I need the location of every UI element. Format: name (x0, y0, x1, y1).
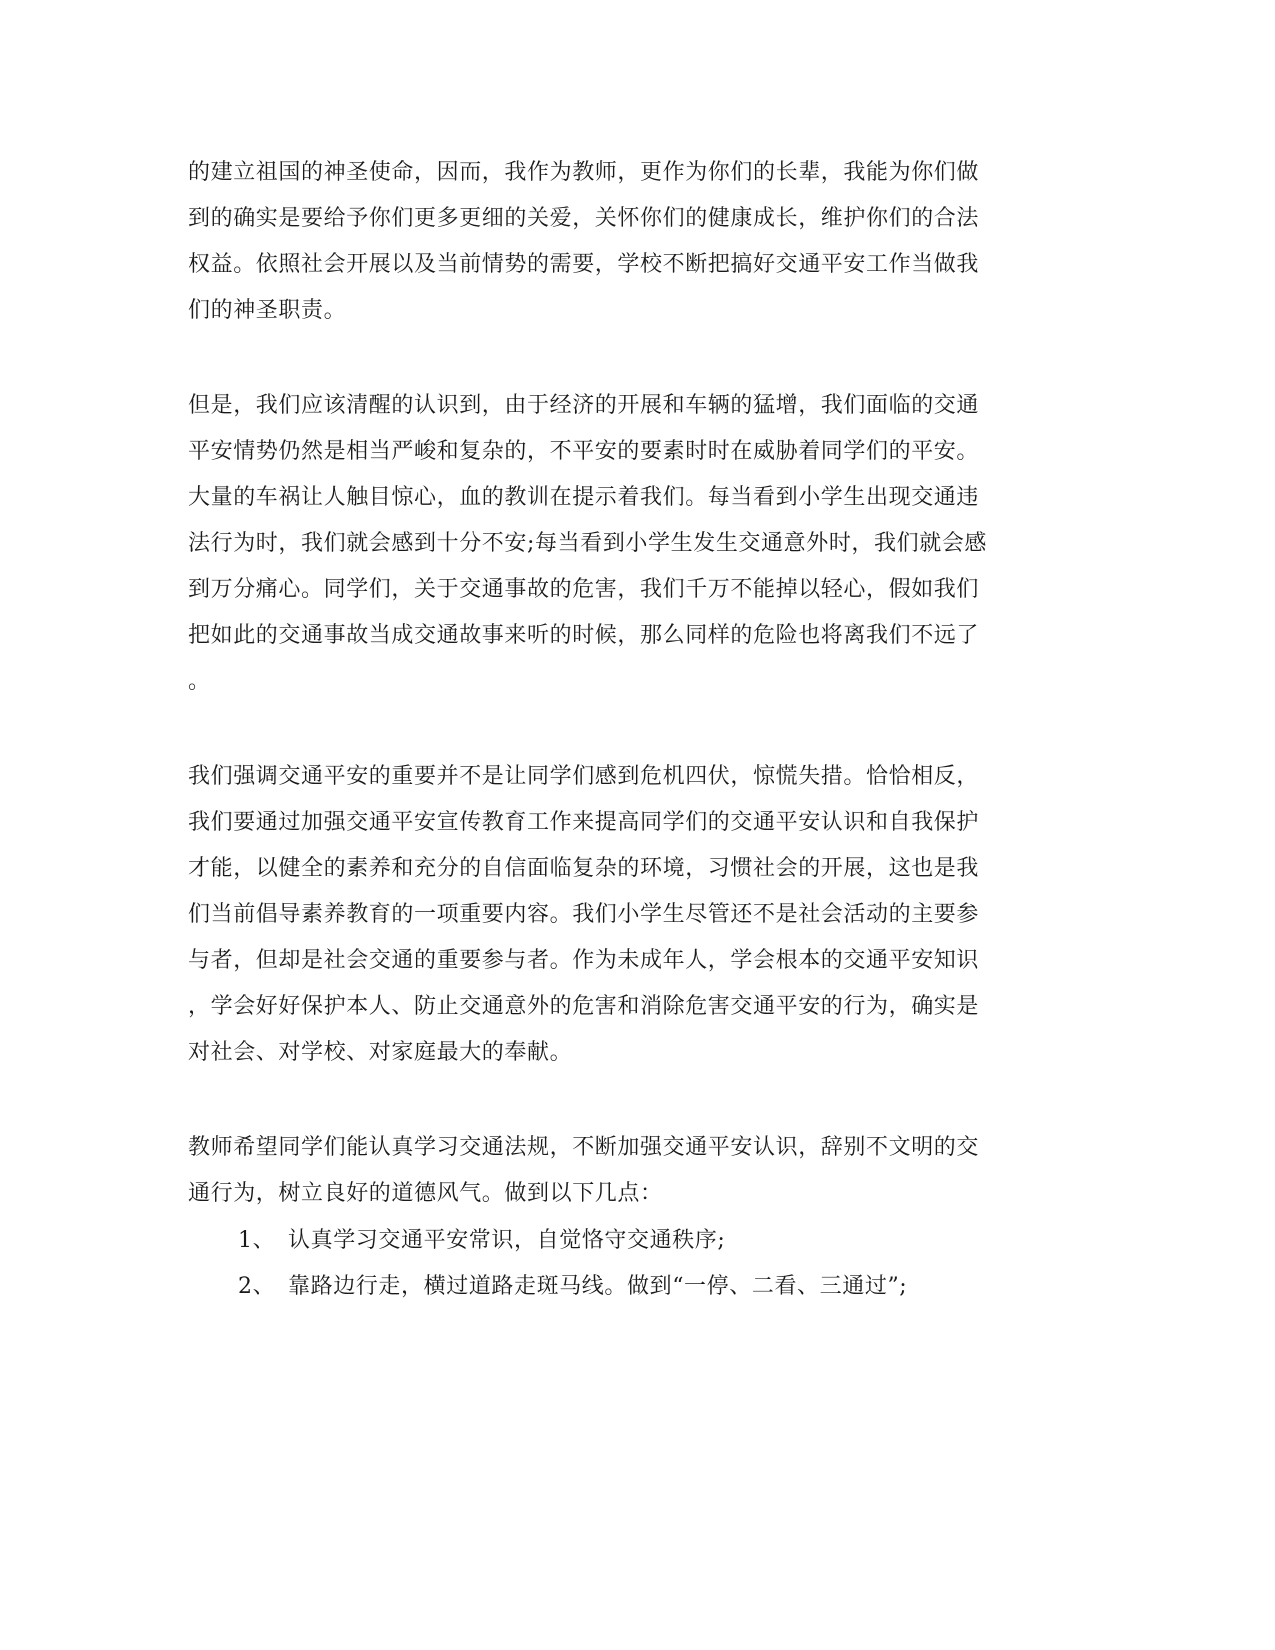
paragraph-2-line-4: 法行为时，我们就会感到十分不安;每当看到小学生发生交通意外时，我们就会感 (188, 531, 988, 556)
paragraph-1-line-4: 们的神圣职责。 (188, 298, 347, 323)
paragraph-2-line-3: 大量的车祸让人触目惊心，血的教训在提示着我们。每当看到小学生出现交通违 (188, 485, 980, 510)
paragraph-3-line-1: 我们强调交通平安的重要并不是让同学们感到危机四伏，惊慌失措。恰恰相反， (188, 764, 980, 789)
paragraph-3-line-4: 们当前倡导素养教育的一项重要内容。我们小学生尽管还不是社会活动的主要参 (188, 902, 980, 927)
paragraph-1-line-3: 权益。依照社会开展以及当前情势的需要，学校不断把搞好交通平安工作当做我 (188, 252, 980, 277)
paragraph-1-line-1: 的建立祖国的神圣使命，因而，我作为教师，更作为你们的长辈，我能为你们做 (188, 160, 980, 185)
paragraph-3-line-6: ，学会好好保护本人、防止交通意外的危害和消除危害交通平安的行为，确实是 (188, 994, 980, 1019)
paragraph-4-line-2: 通行为，树立良好的道德风气。做到以下几点： (188, 1181, 663, 1206)
list-item-number: 1、 (238, 1228, 276, 1253)
list-item-number: 2、 (238, 1274, 276, 1299)
list-item (238, 1226, 725, 1256)
paragraph-3-line-3: 才能，以健全的素养和充分的自信面临复杂的环境，习惯社会的开展，这也是我 (188, 856, 980, 881)
paragraph-3-line-7: 对社会、对学校、对家庭最大的奉献。 (188, 1040, 573, 1065)
paragraph-4-line-1: 教师希望同学们能认真学习交通法规，不断加强交通平安认识，辞别不文明的交 (188, 1135, 980, 1160)
paragraph-2-line-5: 到万分痛心。同学们，关于交通事故的危害，我们千万不能掉以轻心，假如我们 (188, 577, 980, 602)
paragraph-2-line-2: 平安情势仍然是相当严峻和复杂的，不平安的要素时时在威胁着同学们的平安。 (188, 439, 980, 464)
paragraph-1-line-2: 到的确实是要给予你们更多更细的关爱，关怀你们的健康成长，维护你们的合法 (188, 206, 980, 231)
paragraph-2-line-6: 把如此的交通事故当成交通故事来听的时候，那么同样的危险也将离我们不远了 (188, 623, 980, 648)
paragraph-2-line-1: 但是，我们应该清醒的认识到，由于经济的开展和车辆的猛增，我们面临的交通 (188, 393, 980, 418)
paragraph-3-line-2: 我们要通过加强交通平安宣传教育工作来提高同学们的交通平安认识和自我保护 (188, 810, 980, 835)
paragraph-3-line-5: 与者，但却是社会交通的重要参与者。作为未成年人，学会根本的交通平安知识 (188, 948, 980, 973)
list-item-text: 认真学习交通平安常识，自觉恪守交通秩序; (288, 1228, 726, 1253)
list-item-text: 靠路边行走，横过道路走斑马线。做到“一停、二看、三通过”; (288, 1274, 908, 1299)
list-item (238, 1272, 907, 1302)
paragraph-2-line-7: 。 (188, 669, 211, 694)
